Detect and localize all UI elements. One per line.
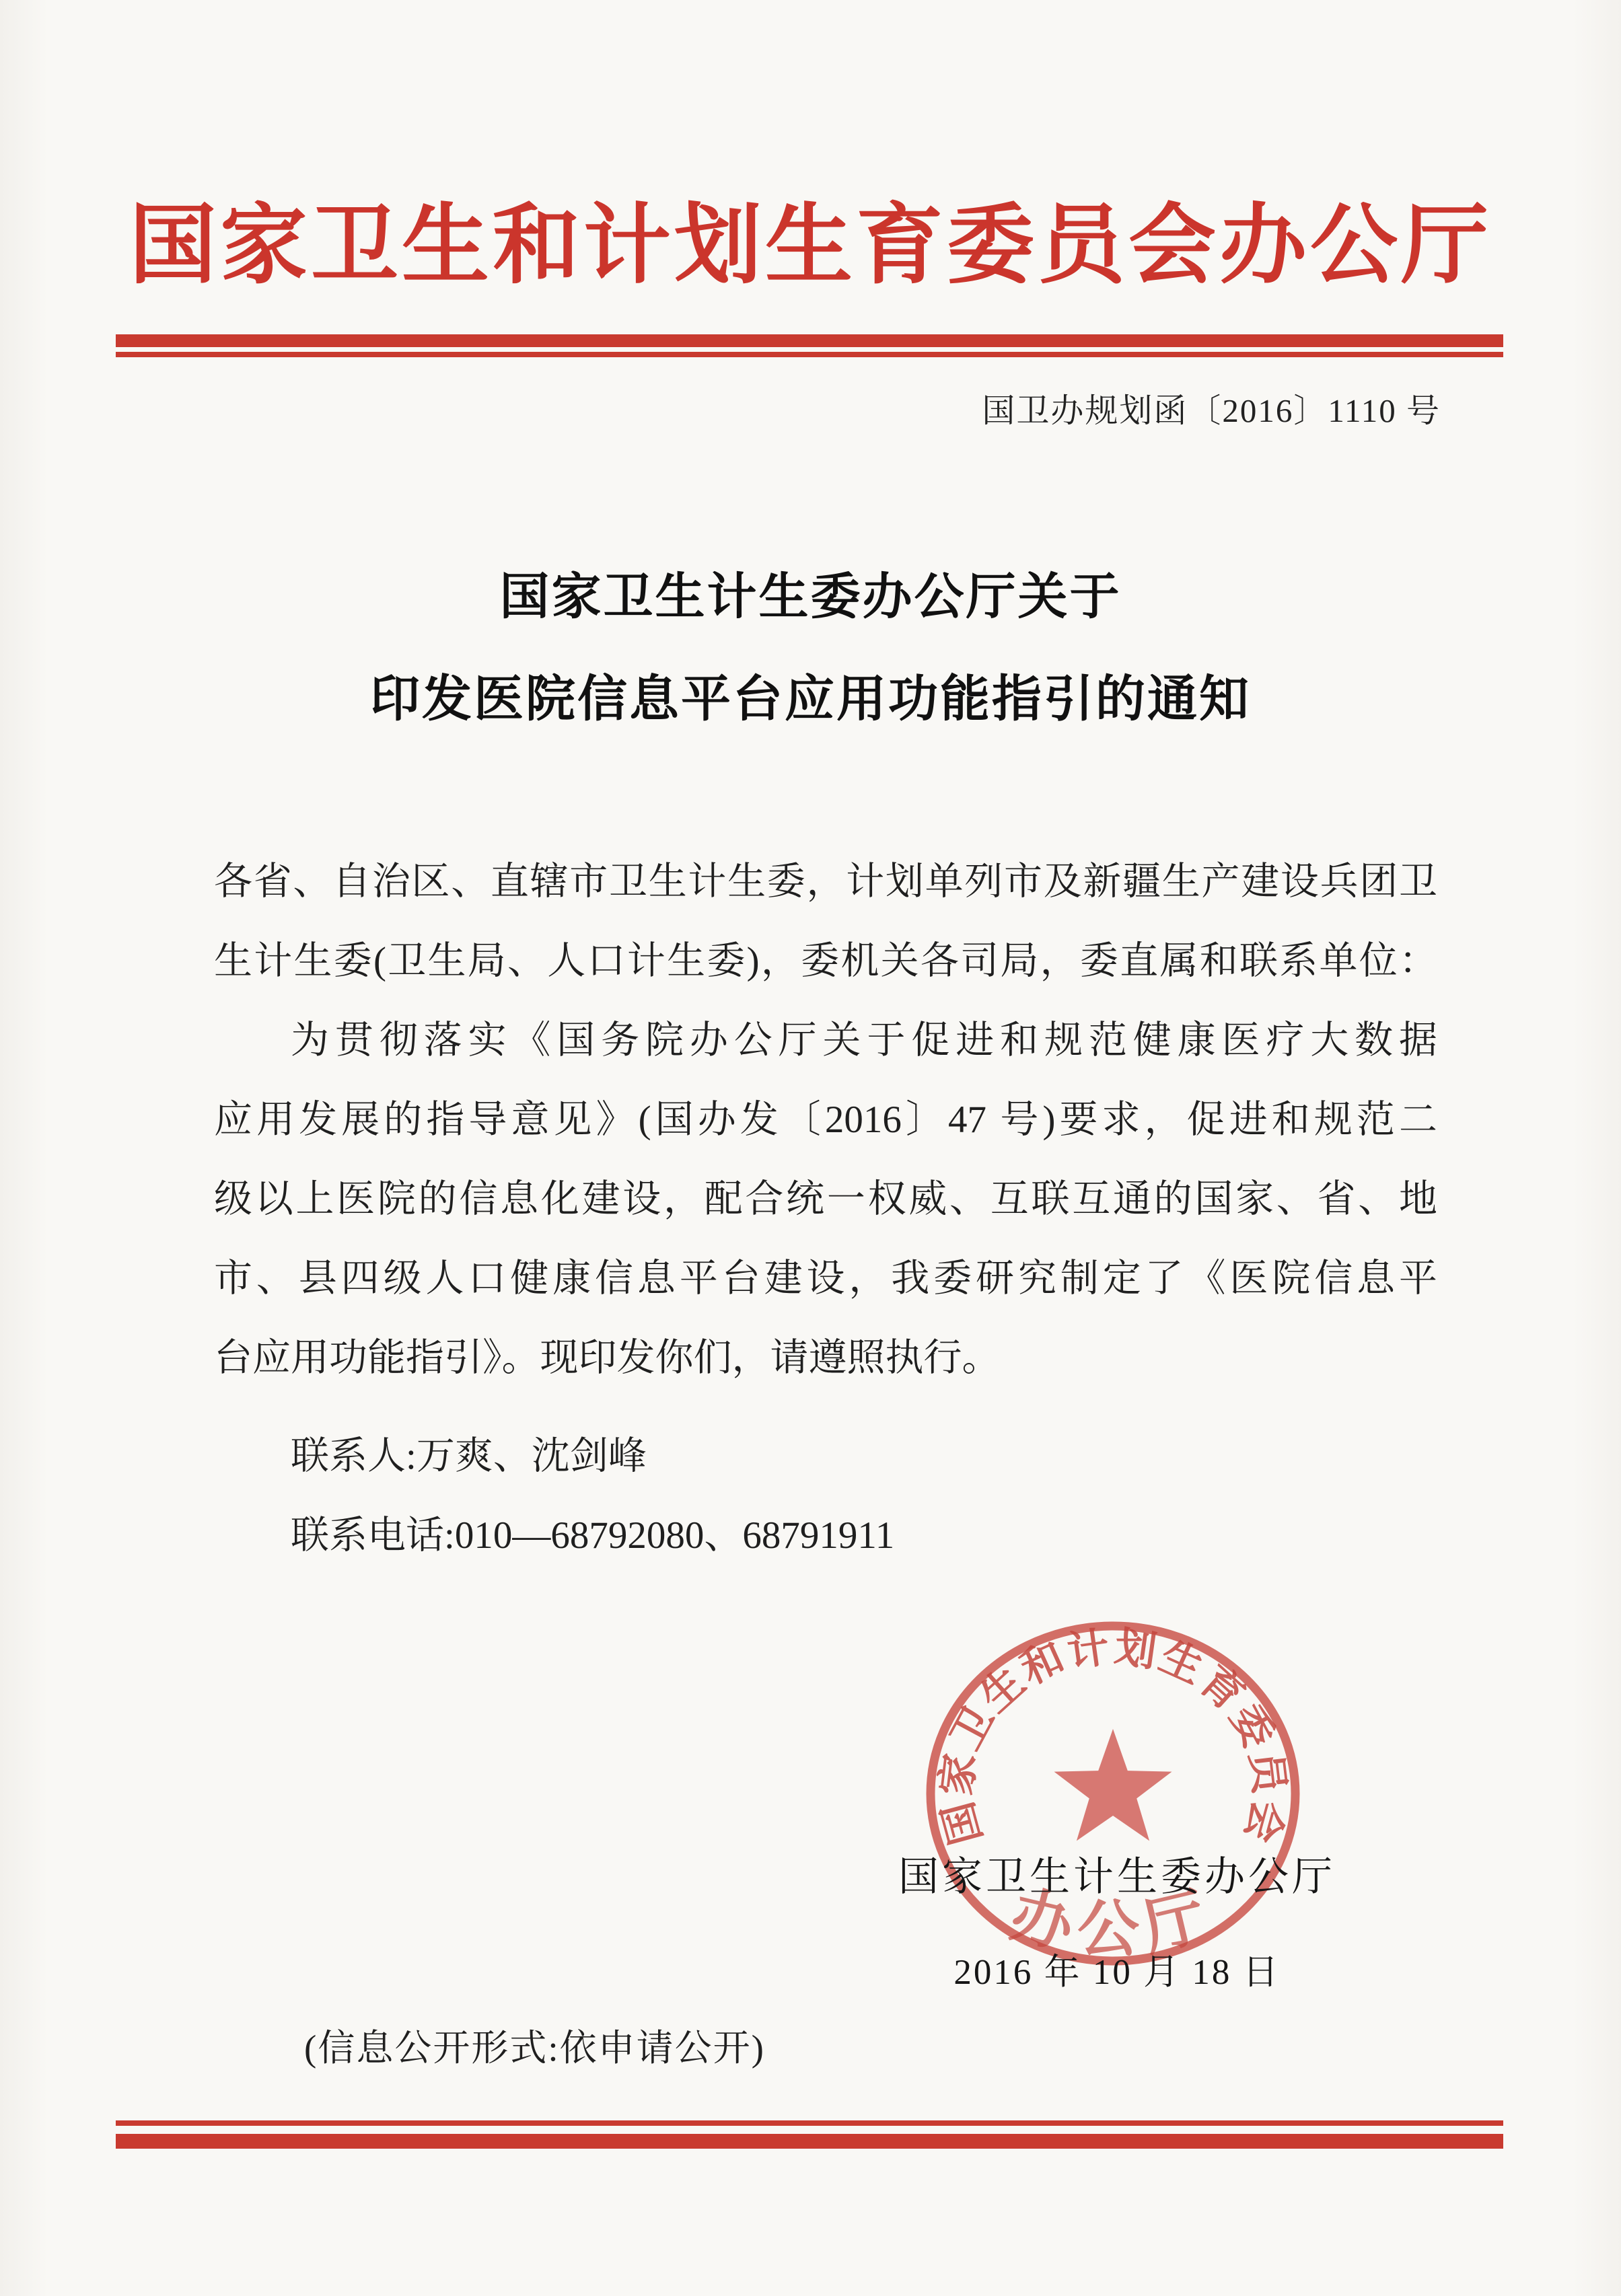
body-line: 级以上医院的信息化建设，配合统一权威、互联互通的国家、省、地 [214, 1178, 1437, 1220]
body-line: 市、县四级人口健康信息平台建设，我委研究制定了《医院信息平 [214, 1257, 1437, 1300]
issuer-name: 国家卫生计生委办公厅 [898, 1855, 1336, 1899]
document-title [0, 546, 1621, 751]
footer-rule-thin [116, 2120, 1503, 2126]
agency-letterhead: 国家卫生和计划生育委员会办公厅 [129, 198, 1492, 295]
contact-person-line: 联系人:万爽、沈剑峰 [291, 1435, 647, 1477]
document-body [214, 842, 1437, 1576]
body-line: 为贯彻落实《国务院办公厅关于促进和规范健康医疗大数据 [291, 1019, 1437, 1062]
signature-block [868, 1845, 1366, 1995]
seal-bottom-text: 办公厅 [1004, 1880, 1222, 1964]
body-line: 各省、自治区、直辖市卫生计生委，计划单列市及新疆生产建设兵团卫 [214, 860, 1437, 903]
title-line-2: 印发医院信息平台应用功能指引的通知 [370, 672, 1251, 727]
disclosure-note: (信息公开形式:依申请公开) [304, 2028, 765, 2069]
issue-date: 2016 年 10 月 18 日 [953, 1953, 1281, 1992]
seal-ring-text: 国家卫生和计划生育委员会 [933, 1624, 1293, 1849]
header-rule-thick [116, 334, 1503, 347]
title-line-1: 国家卫生计生委办公厅关于 [499, 570, 1122, 625]
contact-phone-line: 联系电话:010—68792080、68791911 [291, 1514, 895, 1557]
footer-rule-thick [116, 2134, 1503, 2149]
body-line: 台应用功能指引》。现印发你们，请遵照执行。 [214, 1337, 1001, 1379]
header-rule-thin [116, 352, 1503, 357]
star-icon [1054, 1729, 1172, 1841]
body-line: 应用发展的指导意见》(国办发〔2016〕47 号)要求，促进和规范二 [214, 1099, 1437, 1141]
document-number: 国卫办规划函〔2016〕1110 号 [982, 392, 1441, 429]
body-line: 生计生委(卫生局、人口计生委)，委机关各司局，委直属和联系单位： [214, 940, 1437, 982]
